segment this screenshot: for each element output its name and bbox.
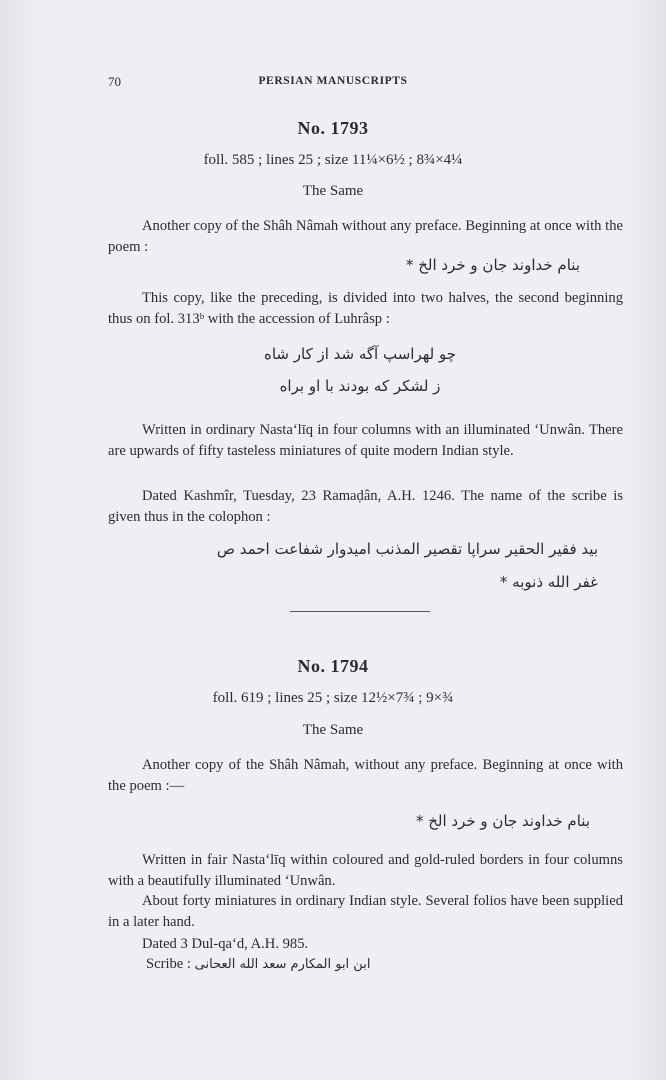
- running-title: PERSIAN MANUSCRIPTS: [258, 75, 408, 87]
- entry-1793-division-note: This copy, like the preceding, is divided into two halves, the second beginning thus on fol. 313ᵇ with the accession of Luhrâsp :: [108, 290, 623, 327]
- entry-number-1794: No. 1794: [297, 656, 369, 676]
- page-number: 70: [108, 74, 121, 89]
- scribe-label: Scribe :: [146, 956, 191, 972]
- entry-1793-script-note: Written in ordinary Nasta‘līq in four columns with an illuminated ‘Unwân. There are upwards of fifty tasteless miniatures of quite modern Indian style.: [108, 422, 623, 459]
- entry-1794-opening-verse: بنام خداوند جان و خرد الخ *: [415, 812, 590, 830]
- entry-number-1793: No. 1793: [297, 118, 369, 138]
- entry-1793-colophon-line2: غفر الله ذنوبه *: [499, 573, 598, 591]
- entry-1793-couplet-line2: ز لشکر که بودند با او براه: [279, 377, 441, 395]
- entry-1793-couplet-line1: چو لهراسپ آگه شد از کار شاه: [263, 345, 456, 363]
- entry-1793-foll: foll. 585 ; lines 25 ; size 11¼×6½ ; 8¾×4¼: [203, 152, 463, 168]
- entry-1794-scribe-line: [146, 956, 616, 978]
- entry-1793-description: Another copy of the Shâh Nâmah without any preface. Beginning at once with the poem :: [108, 218, 623, 255]
- entry-1794-description: Another copy of the Shâh Nâmah, without any preface. Beginning at once with the poem :—: [108, 757, 623, 794]
- entry-1794-miniatures-note: About forty miniatures in ordinary Indian style. Several folios have been supplied in a later hand.: [108, 893, 623, 930]
- entry-1794-foll: foll. 619 ; lines 25 ; size 12½×7¾ ; 9×¾: [212, 690, 454, 706]
- entry-1794-title: The Same: [302, 722, 364, 738]
- section-divider: [290, 611, 430, 612]
- scribe-name: ابن ابو المکارم سعد الله العحانی: [194, 957, 371, 972]
- entry-1794-script-note: Written in fair Nasta‘līq within coloured and gold-ruled borders in four columns with a beautifully illuminated ‘Unwân.: [108, 852, 623, 889]
- entry-1793-date-note: Dated Kashmîr, Tuesday, 23 Ramaḍân, A.H. 1246. The name of the scribe is given thus in the colophon :: [108, 488, 623, 525]
- entry-1793-opening-verse: بنام خداوند جان و خرد الخ *: [405, 256, 580, 274]
- entry-1793-colophon-line1: بید فقیر الحقیر سراپا تقصیر المذنب امیدوار شفاعت احمد ص: [216, 540, 598, 558]
- entry-1793-title: The Same: [302, 183, 364, 199]
- entry-1794-date: Dated 3 Dul-qa‘d, A.H. 985.: [142, 936, 309, 952]
